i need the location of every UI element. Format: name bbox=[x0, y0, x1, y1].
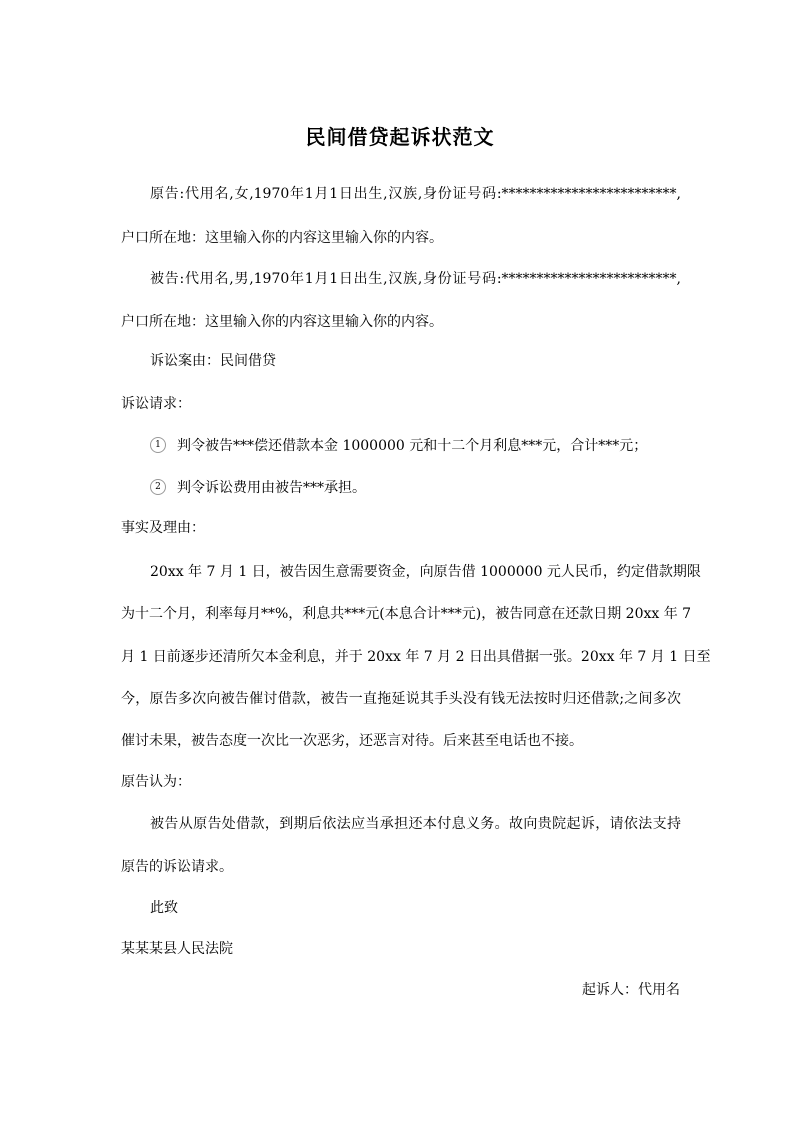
court-name: 某某某县人民法院 bbox=[121, 941, 233, 957]
claim-number-2: 2 bbox=[150, 479, 166, 495]
defendant-info-line-2: 户口所在地：这里输入你的内容这里输入你的内容。 bbox=[121, 314, 443, 330]
facts-line-3: 月 1 日前逐步还清所欠本金利息，并于 20xx 年 7 月 2 日出具借据一张。20xx 年 7 月 1 日至 bbox=[121, 649, 711, 665]
claim-item-1 bbox=[150, 436, 647, 456]
claims-heading: 诉讼请求： bbox=[121, 396, 191, 412]
opinion-line-1: 被告从原告处借款，到期后依法应当承担还本付息义务。故向贵院起诉，请依法支持 bbox=[150, 816, 681, 832]
plaintiff-info-line-2: 户口所在地：这里输入你的内容这里输入你的内容。 bbox=[121, 230, 443, 246]
claim-item-2 bbox=[150, 478, 366, 498]
case-cause: 诉讼案由：民间借贷 bbox=[150, 353, 276, 369]
opinion-line-2: 原告的诉讼请求。 bbox=[121, 859, 233, 875]
opinion-heading: 原告认为： bbox=[121, 774, 191, 790]
defendant-info-line-1: 被告:代用名,男,1970年1月1日出生,汉族,身份证号码:*************************, bbox=[150, 271, 681, 287]
plaintiff-info-line-1: 原告:代用名,女,1970年1月1日出生,汉族,身份证号码:*************************, bbox=[150, 186, 681, 202]
document-title: 民间借贷起诉状范文 bbox=[305, 125, 495, 149]
facts-line-2: 为十二个月，利率每月**%，利息共***元(本息合计***元)，被告同意在还款日期 20xx 年 7 bbox=[121, 606, 692, 622]
facts-line-4: 今，原告多次向被告催讨借款，被告一直拖延说其手头没有钱无法按时归还借款;之间多次 bbox=[121, 691, 681, 707]
claim-text-2: 判令诉讼费用由被告***承担。 bbox=[177, 480, 366, 496]
plaintiff-signature: 起诉人：代用名 bbox=[582, 982, 680, 998]
facts-line-5: 催讨未果，被告态度一次比一次恶劣，还恶言对待。后来甚至电话也不接。 bbox=[121, 733, 583, 749]
facts-heading: 事实及理由： bbox=[121, 520, 205, 536]
closing-salutation: 此致 bbox=[150, 900, 178, 916]
claim-number-1: 1 bbox=[150, 437, 166, 453]
facts-line-1: 20xx 年 7 月 1 日，被告因生意需要资金，向原告借 1000000 元人民币，约定借款期限 bbox=[150, 564, 701, 580]
claim-text-1: 判令被告***偿还借款本金 1000000 元和十二个月利息***元，合计***元； bbox=[177, 438, 648, 454]
